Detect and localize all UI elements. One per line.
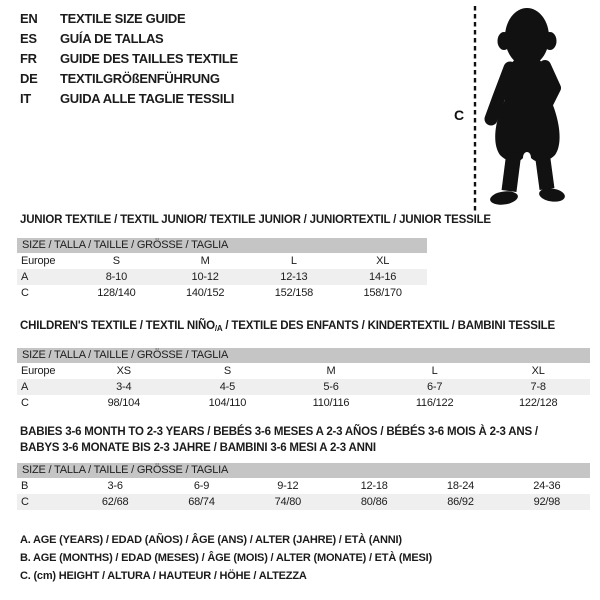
language-code: ES — [20, 30, 37, 46]
language-title: TEXTILE SIZE GUIDE — [60, 10, 186, 26]
size-cell: 14-16 — [369, 271, 397, 283]
size-cell: 116/122 — [415, 397, 454, 409]
size-cell: 9-12 — [277, 480, 299, 492]
row-label: A — [21, 381, 29, 393]
language-code: FR — [20, 50, 37, 66]
size-cell: 98/104 — [107, 397, 141, 409]
size-cell: 86/92 — [447, 496, 474, 508]
size-cell: 68/74 — [188, 496, 215, 508]
row-label: Europe — [21, 255, 56, 267]
size-cell: 74/80 — [274, 496, 302, 508]
row-label: C — [21, 397, 29, 409]
children-title-subscript: /A — [214, 324, 223, 333]
language-list — [20, 8, 238, 108]
language-row-fr — [20, 48, 238, 68]
table-row — [17, 253, 427, 269]
size-cell: XS — [116, 365, 131, 377]
size-cell: S — [112, 255, 120, 267]
babies-title-line-1: BABIES 3-6 MONTH TO 2-3 YEARS / BEBÉS 3-6 MESES A 2-3 AÑOS / BÉBÉS 3-6 MOIS À 2-3 ANS / — [20, 426, 538, 438]
junior-size-table — [17, 238, 427, 301]
table-row — [17, 494, 590, 510]
language-row-de — [20, 68, 238, 88]
children-size-table — [17, 348, 590, 411]
babies-size-table — [17, 463, 590, 510]
table-row — [17, 478, 590, 494]
language-title: GUÍA DE TALLAS — [60, 30, 164, 46]
size-cell: 10-12 — [191, 271, 219, 283]
size-header-bar: SIZE / TALLA / TAILLE / GRÖSSE / TAGLIA — [17, 348, 590, 363]
language-code: EN — [20, 10, 38, 26]
language-title: GUIDA ALLE TAGLIE TESSILI — [60, 90, 235, 106]
row-label: Europe — [21, 365, 56, 377]
size-cell: 8-10 — [105, 271, 127, 283]
size-cell: M — [200, 255, 210, 267]
row-label: A — [21, 271, 29, 283]
size-cell: 5-6 — [323, 381, 339, 393]
table-row — [17, 285, 427, 301]
size-cell: 6-9 — [193, 480, 210, 492]
language-row-en — [20, 8, 238, 28]
size-cell: 18-24 — [446, 480, 475, 492]
size-cell: 7-8 — [530, 381, 546, 393]
size-cell: 12-18 — [360, 480, 388, 492]
size-header-bar: SIZE / TALLA / TAILLE / GRÖSSE / TAGLIA — [17, 238, 427, 253]
size-cell: 158/170 — [363, 287, 402, 299]
size-header-bar: SIZE / TALLA / TAILLE / GRÖSSE / TAGLIA — [17, 463, 590, 478]
legend-line-a: A. AGE (YEARS) / EDAD (AÑOS) / ÂGE (ANS) / ALTER (JAHRE) / ETÀ (ANNI) — [20, 534, 402, 546]
size-cell: S — [223, 365, 231, 377]
size-cell: 122/128 — [519, 397, 558, 409]
toddler-silhouette — [489, 8, 566, 206]
size-cell: 24-36 — [533, 480, 561, 492]
toddler-silhouette-svg — [438, 2, 590, 216]
size-cell: 12-13 — [280, 271, 308, 283]
size-cell: 4-5 — [219, 381, 236, 393]
legend — [20, 531, 432, 585]
children-section-title — [20, 320, 555, 333]
size-cell: 62/68 — [101, 496, 129, 508]
legend-line-b: B. AGE (MONTHS) / EDAD (MESES) / ÂGE (MOIS) / ALTER (MONATE) / ETÀ (MESI) — [20, 552, 432, 564]
size-cell: 92/98 — [533, 496, 561, 508]
table-row — [17, 363, 590, 379]
legend-line-c: C. (cm) HEIGHT / ALTURA / HAUTEUR / HÖHE / ALTEZZA — [20, 570, 307, 582]
children-title-post: / TEXTILE DES ENFANTS / KINDERTEXTIL / BAMBINI TESSILE — [222, 320, 555, 332]
row-label: C — [21, 287, 29, 299]
size-cell: 3-6 — [107, 480, 123, 492]
size-cell: 6-7 — [426, 381, 443, 393]
table-row — [17, 379, 590, 395]
size-cell: 3-4 — [116, 381, 132, 393]
size-cell: 128/140 — [97, 287, 136, 299]
size-cell: L — [290, 255, 297, 267]
language-code: IT — [20, 90, 31, 106]
size-cell: L — [431, 365, 438, 377]
height-figure — [438, 2, 590, 216]
language-row-es — [20, 28, 238, 48]
size-cell: XL — [376, 255, 390, 267]
size-cell: 152/158 — [274, 287, 314, 299]
size-cell: M — [326, 365, 336, 377]
language-row-it — [20, 88, 238, 108]
row-label: B — [21, 480, 29, 492]
babies-section-title — [20, 424, 538, 456]
table-row — [17, 269, 427, 285]
height-label: C — [454, 107, 465, 123]
size-cell: 110/116 — [312, 397, 350, 409]
row-label: C — [21, 496, 29, 508]
children-title-pre: CHILDREN'S TEXTILE / TEXTIL NIÑO — [20, 320, 215, 332]
language-title: GUIDE DES TAILLES TEXTILE — [60, 50, 238, 66]
size-cell: XL — [531, 365, 545, 377]
junior-section-title: JUNIOR TEXTILE / TEXTIL JUNIOR/ TEXTILE JUNIOR / JUNIORTEXTIL / JUNIOR TESSILE — [20, 214, 491, 226]
babies-title-line-2: BABYS 3-6 MONATE BIS 2-3 JAHRE / BAMBINI 3-6 MESI A 2-3 ANNI — [20, 442, 376, 454]
size-cell: 80/86 — [360, 496, 388, 508]
size-cell: 140/152 — [185, 287, 225, 299]
language-code: DE — [20, 70, 38, 86]
language-title: TEXTILGRÖßENFÜHRUNG — [60, 70, 220, 86]
table-row — [17, 395, 590, 411]
size-cell: 104/110 — [208, 397, 247, 409]
